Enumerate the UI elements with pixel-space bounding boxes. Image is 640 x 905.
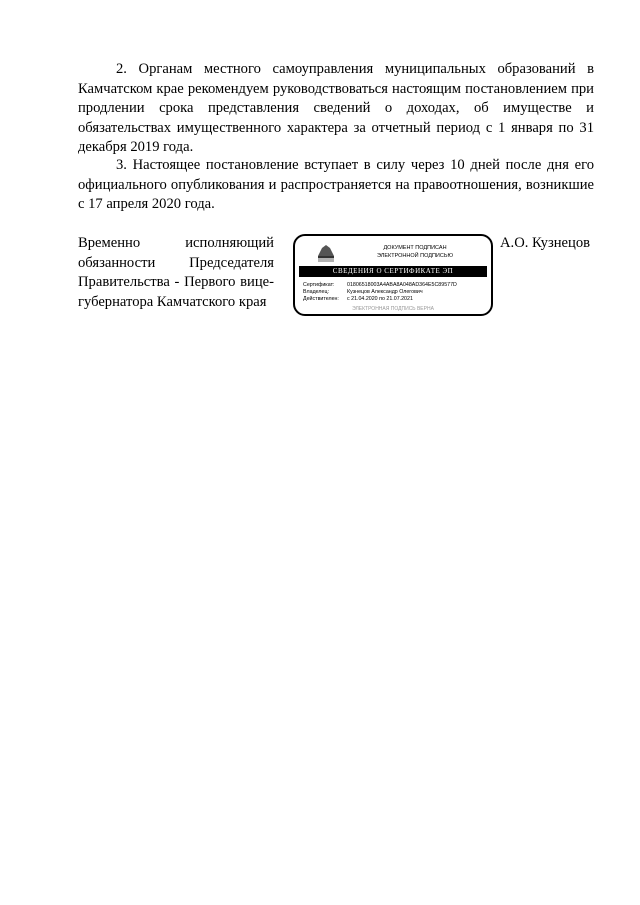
stamp-header-line: ЭЛЕКТРОННОЙ ПОДПИСЬЮ — [376, 253, 454, 259]
certificate-value: 01806518003A4ABA8A048AD364E5C89577D — [347, 282, 457, 288]
owner-label: Владелец: — [303, 289, 329, 295]
paragraph-3: 3. Настоящее постановление вступает в силу через 10 дней после дня его официального опубликования и распространяется на правоотношения, возникшие с 17 апреля 2020 года. — [78, 157, 594, 212]
validity-label: Действителен: — [303, 296, 339, 302]
coat-of-arms-icon — [315, 242, 337, 264]
stamp-header — [355, 244, 475, 260]
owner-row — [303, 289, 423, 296]
position-line: обязанности Председателя — [78, 254, 274, 271]
certificate-label: Сертификат: — [303, 282, 335, 288]
validity-row — [303, 296, 413, 303]
position-line: Временно исполняющий — [78, 235, 274, 251]
stamp-header-line: ДОКУМЕНТ ПОДПИСАН — [383, 245, 447, 251]
stamp-footer: ЭЛЕКТРОННАЯ ПОДПИСЬ ВЕРНА — [352, 306, 434, 312]
position-line: Правительства - Первого вице- — [78, 274, 274, 290]
certificate-row — [303, 282, 457, 289]
signatory-name: А.О. Кузнецов — [500, 235, 591, 251]
electronic-signature-stamp — [293, 234, 493, 316]
signatory-position — [78, 234, 274, 312]
paragraph-2: 2. Органам местного самоуправления муниципальных образований в Камчатском крае рекомендуем руководствоваться настоящим постановлением при продлении срока представления сведений о доходах, об имуществе и обязательствах имущественного характера за отчетный период с 1 января по 31 декабря 2019 года. — [78, 61, 594, 155]
validity-value: с 21.04.2020 по 21.07.2021 — [347, 296, 413, 302]
owner-value: Кузнецов Александр Олегович — [347, 289, 423, 295]
stamp-title: СВЕДЕНИЯ О СЕРТИФИКАТЕ ЭП — [299, 266, 487, 277]
position-line: губернатора Камчатского края — [78, 293, 267, 310]
